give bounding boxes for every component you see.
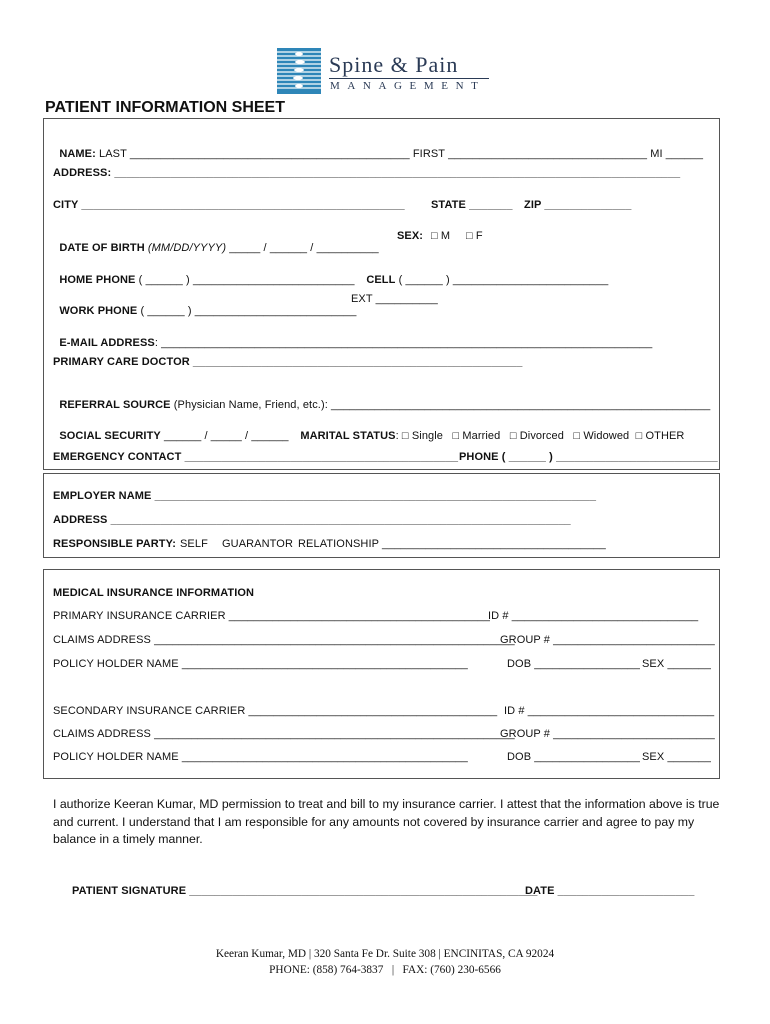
responsible-guarantor-option[interactable]: GUARANTOR — [222, 538, 293, 550]
page-title: PATIENT INFORMATION SHEET — [45, 99, 285, 116]
ext-field[interactable]: EXT __________ — [351, 293, 438, 305]
referral-blanks[interactable]: (Physician Name, Friend, etc.): _____________________________________________________________ — [170, 399, 711, 411]
signature-date-field[interactable]: DATE ______________________ — [525, 885, 695, 897]
marital-other-checkbox[interactable]: □ OTHER — [635, 430, 685, 442]
sex-label: SEX: — [397, 230, 424, 242]
primary-care-doctor-field[interactable]: PRIMARY CARE DOCTOR _____________________________________________________ — [53, 356, 523, 368]
marital-married-checkbox[interactable]: □ Married — [452, 430, 501, 442]
footer-address: Keeran Kumar, MD | 320 Santa Fe Dr. Suite 308 | ENCINITAS, CA 92024 — [215, 948, 555, 960]
email-blanks[interactable]: : _______________________________________________________________________________ — [154, 337, 653, 349]
marital-divorced-checkbox[interactable]: □ Divorced — [509, 430, 564, 442]
logo — [277, 48, 497, 94]
logo-text-management: MANAGEMENT — [330, 80, 486, 92]
marital-status — [294, 418, 684, 442]
emergency-contact-field[interactable]: EMERGENCY CONTACT ____________________________________________ — [53, 451, 459, 463]
work-phone-blanks[interactable]: ( ______ ) __________________________ — [137, 305, 357, 317]
marital-single-checkbox[interactable]: : □ Single — [395, 430, 444, 442]
primary-sex-field[interactable]: SEX _______ — [642, 658, 711, 670]
secondary-group-field[interactable]: GROUP # __________________________ — [500, 728, 715, 740]
primary-id-field[interactable]: ID # ______________________________ — [488, 610, 699, 622]
home-phone-label: HOME PHONE — [59, 274, 136, 286]
insurance-section — [43, 569, 720, 779]
secondary-id-field[interactable]: ID # ______________________________ — [504, 705, 715, 717]
state-field[interactable]: STATE _______ — [431, 199, 513, 211]
marital-label: MARITAL STATUS — [300, 430, 396, 442]
primary-dob-field[interactable]: DOB _________________ — [507, 658, 640, 670]
secondary-sex-field[interactable]: SEX _______ — [642, 751, 711, 763]
relationship-field[interactable]: RELATIONSHIP ____________________________________ — [298, 538, 606, 550]
dob-format: (MM/DD/YYYY) — [144, 242, 227, 254]
patient-signature-field[interactable]: PATIENT SIGNATURE ________________________________________________________ — [72, 885, 538, 897]
dob-field[interactable] — [53, 230, 379, 254]
logo-text-spine-pain: Spine & Pain — [329, 52, 459, 77]
marital-widowed-checkbox[interactable]: □ Widowed — [573, 430, 630, 442]
sex-female-checkbox[interactable]: □ F — [466, 230, 483, 242]
dob-blanks[interactable]: _____ / ______ / __________ — [226, 242, 379, 254]
primary-carrier-field[interactable]: PRIMARY INSURANCE CARRIER __________________________________________ — [53, 610, 490, 622]
secondary-dob-field[interactable]: DOB _________________ — [507, 751, 640, 763]
address-field[interactable]: ADDRESS: ___________________________________________________________________________________________ — [53, 167, 681, 179]
email-field[interactable] — [53, 325, 652, 349]
responsible-party-label: RESPONSIBLE PARTY: — [53, 538, 177, 550]
cell-phone-field[interactable] — [360, 262, 608, 286]
work-phone-label: WORK PHONE — [59, 305, 138, 317]
name-fields[interactable]: LAST _____________________________________________ FIRST ________________________________ MI ______ — [95, 148, 704, 160]
employer-address-field[interactable]: ADDRESS __________________________________________________________________________ — [53, 514, 571, 526]
email-label: E-MAIL ADDRESS — [59, 337, 155, 349]
name-label: NAME: — [59, 148, 96, 160]
spine-logo-icon — [277, 48, 321, 94]
ssn-field[interactable] — [53, 418, 289, 442]
secondary-claims-address-field[interactable]: CLAIMS ADDRESS __________________________________________________________ — [53, 728, 515, 740]
ssn-blanks[interactable]: ______ / _____ / ______ — [160, 430, 289, 442]
zip-field[interactable]: ZIP ______________ — [524, 199, 632, 211]
cell-blanks[interactable]: ( ______ ) _________________________ — [395, 274, 609, 286]
primary-claims-address-field[interactable]: CLAIMS ADDRESS __________________________________________________________ — [53, 634, 515, 646]
sex-male-checkbox[interactable]: □ M — [431, 230, 451, 242]
dob-label: DATE OF BIRTH — [59, 242, 145, 254]
logo-divider — [329, 78, 489, 79]
authorization-text: I authorize Keeran Kumar, MD permission to treat and bill to my insurance carrier. I attest that the information above is true and current. I understand that I am responsible for any amounts not covered by insurance carrier and agree to pay my balance in a timely manner. — [53, 797, 720, 846]
referral-label: REFERRAL SOURCE — [59, 399, 171, 411]
insurance-heading: MEDICAL INSURANCE INFORMATION — [53, 587, 255, 599]
referral-source-field[interactable] — [53, 387, 710, 411]
primary-policy-holder-field[interactable]: POLICY HOLDER NAME ______________________________________________ — [53, 658, 468, 670]
primary-group-field[interactable]: GROUP # __________________________ — [500, 634, 715, 646]
secondary-carrier-field[interactable]: SECONDARY INSURANCE CARRIER ________________________________________ — [53, 705, 498, 717]
cell-label: CELL — [366, 274, 396, 286]
name-row[interactable] — [53, 136, 703, 160]
home-phone-blanks[interactable]: ( ______ ) __________________________ — [135, 274, 355, 286]
employer-name-field[interactable]: EMPLOYER NAME _______________________________________________________________________ — [53, 490, 597, 502]
responsible-self-option[interactable]: SELF — [180, 538, 208, 550]
secondary-policy-holder-field[interactable]: POLICY HOLDER NAME ______________________________________________ — [53, 751, 468, 763]
ssn-label: SOCIAL SECURITY — [59, 430, 161, 442]
work-phone-field[interactable] — [53, 293, 356, 317]
footer-phone-fax: PHONE: (858) 764-3837 | FAX: (760) 230-6566 — [269, 964, 501, 976]
city-field[interactable]: CITY ____________________________________________________ — [53, 199, 405, 211]
emergency-phone-field[interactable]: PHONE ( ______ ) __________________________ — [459, 451, 718, 463]
home-phone-field[interactable] — [53, 262, 355, 286]
